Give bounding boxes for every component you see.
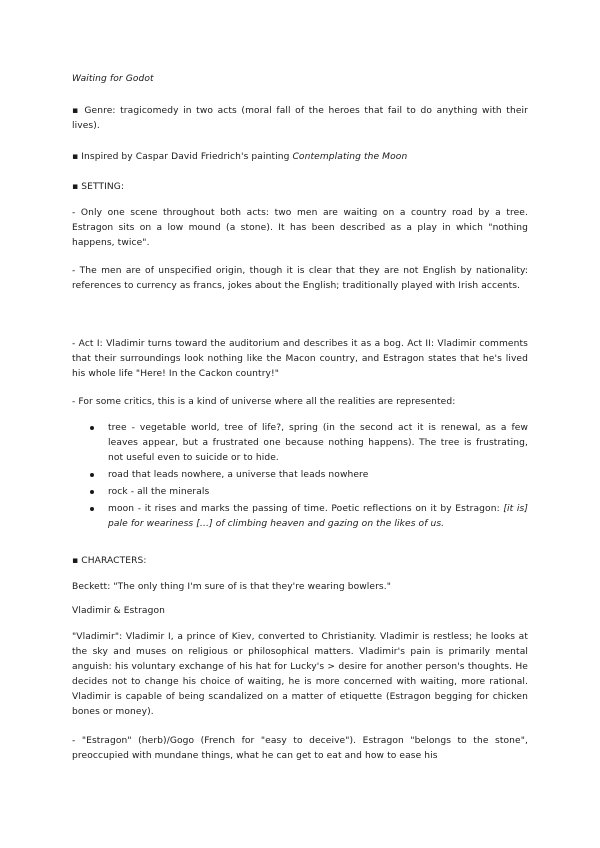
setting-paragraph-2: - The men are of unspecified origin, though it is clear that they are not English by nationality: references to currency as francs, jokes about the English; traditionally played with Irish accents.	[72, 266, 528, 291]
document-title: Waiting for Godot	[72, 74, 154, 84]
bullet-dot-icon	[90, 507, 94, 511]
setting-paragraph-4: - For some critics, this is a kind of universe where all the realities are represented:	[72, 397, 456, 407]
list-item: tree - vegetable world, tree of life?, spring (in the second act it is renewal, as a few leaves appear, but a frustrated one because nothing happens). The tree is frustrating, not useful even to suicide or to hide.	[90, 421, 528, 466]
setting-paragraph-1: - Only one scene throughout both acts: two men are waiting on a country road by a tree. Estragon sits on a low mound (a stone). It has been described as a play in which "nothing happens, twice".	[72, 208, 528, 248]
inspired-prefix: ▪ Inspired by Caspar David Friedrich's painting	[72, 152, 293, 162]
inspired-line	[72, 150, 528, 165]
beckett-quote: Beckett: "The only thing I'm sure of is that they're wearing bowlers."	[72, 582, 392, 592]
bullet-dot-icon	[90, 426, 94, 430]
list-item	[90, 502, 528, 532]
moon-text: moon - it rises and marks the passing of time. Poetic reflections on it by Estragon:	[108, 504, 500, 514]
estragon-paragraph: - "Estragon" (herb)/Gogo (French for "easy to deceive"). Estragon "belongs to the stone", preoccupied with mundane things, what he can get to eat and how to ease his	[72, 736, 528, 761]
pair-heading: Vladimir & Estragon	[72, 606, 165, 616]
list-item: rock - all the minerals	[90, 485, 528, 500]
bullet-dot-icon	[90, 473, 94, 477]
realities-list	[90, 421, 528, 534]
genre-line: ▪ Genre: tragicomedy in two acts (moral fall of the heroes that fail to do anything with their lives).	[72, 106, 528, 131]
list-item: road that leads nowhere, a universe that leads nowhere	[90, 468, 528, 483]
moon-quote: [it is] pale for weariness […] of climbing heaven and gazing on the likes of us.	[108, 504, 528, 529]
bullet-dot-icon	[90, 490, 94, 494]
painting-title: Contemplating the Moon	[292, 152, 408, 162]
vladimir-paragraph: "Vladimir": Vladimir I, a prince of Kiev, converted to Christianity. Vladimir is restless; he looks at the sky and muses on religious or philosophical matters. Vladimir's pain is primarily mental anguish: his voluntary exchange of his hat for Lucky's > desire for another person's thoughts. He decides not to change his choice of waiting, he is more concerned with waiting, more rational. Vladimir is capable of being scandalized on a matter of etiquette (Estragon begging for chicken bones or money).	[72, 632, 528, 717]
setting-paragraph-3: - Act I: Vladimir turns toward the auditorium and describes it as a bog. Act II: Vladimir comments that their surroundings look nothing like the Macon country, and Estragon states that he's lived his whole life "Here! In the Cackon country!"	[72, 339, 528, 379]
characters-heading: ▪ CHARACTERS:	[72, 556, 147, 566]
setting-heading: ▪ SETTING:	[72, 182, 125, 192]
